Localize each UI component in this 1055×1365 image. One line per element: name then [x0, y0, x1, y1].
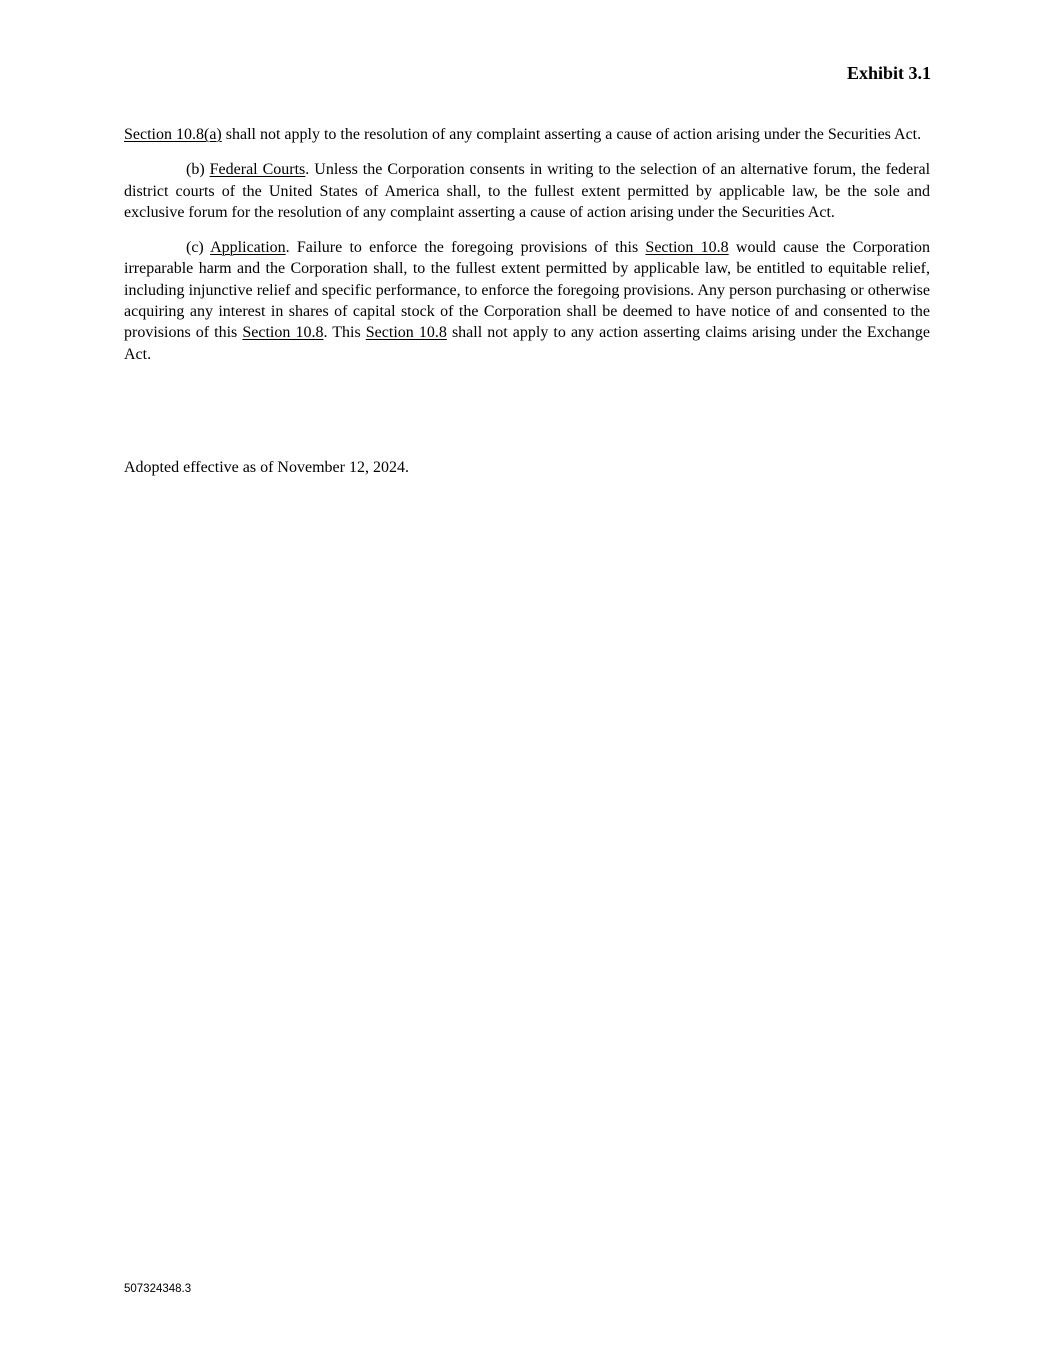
paragraph-section-10-8a-continuation — [124, 124, 930, 145]
paragraph-text: . This — [323, 324, 366, 342]
adoption-statement: Adopted effective as of November 12, 2024. — [124, 459, 409, 476]
section-reference: Section 10.8 — [645, 239, 729, 257]
document-id-footer: 507324348.3 — [124, 1283, 192, 1295]
paragraph-text: . Failure to enforce the foregoing provisions of this — [285, 239, 646, 257]
paragraph-text: shall not apply to any action asserting claims arising under the Exchange Act. — [124, 324, 930, 363]
paragraph-application — [124, 237, 930, 365]
paragraph-federal-courts — [124, 159, 930, 223]
clause-heading: Federal Courts — [209, 161, 306, 179]
paragraph-text: . Unless the Corporation consents in writing to the selection of an alternative forum, the federal district courts of the United States of America shall, to the fullest extent permitted by applicable law, be the sole and exclusive forum for the resolution of any complaint asserting a cause of action arising under the Securities Act. — [124, 161, 931, 221]
clause-prefix: (c) — [186, 239, 211, 257]
clause-heading: Application — [210, 239, 286, 257]
section-reference: Section 10.8(a) — [124, 126, 222, 143]
section-reference: Section 10.8 — [365, 324, 447, 342]
exhibit-label: Exhibit 3.1 — [846, 63, 931, 83]
paragraph-text: would cause the Corporation irreparable harm and the Corporation shall, to the fullest extent permitted by applicable law, be entitled to equitable relief, including injunctive relief and specific performance, to enforce the foregoing provisions. Any person purchasing or otherwise acquiring any interest in shares of capital stock of the Corporation shall be deemed to have notice of and consented to the provisions of this — [124, 239, 931, 342]
document-body — [124, 124, 930, 379]
clause-prefix: (b) — [186, 161, 210, 179]
paragraph-text: shall not apply to the resolution of any complaint asserting a cause of action arising under the Securities Act. — [221, 126, 922, 143]
section-reference: Section 10.8 — [242, 324, 324, 342]
